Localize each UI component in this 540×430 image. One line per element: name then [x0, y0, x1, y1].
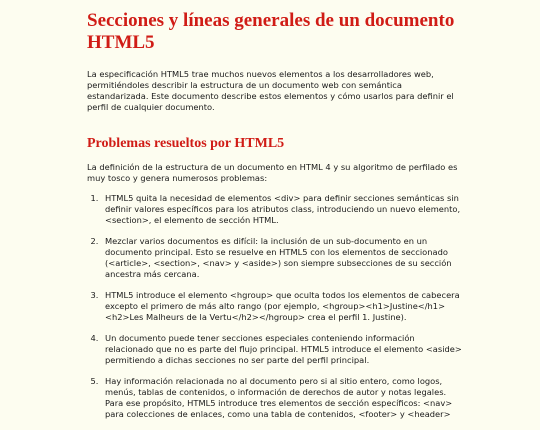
intro-paragraph: La especificación HTML5 trae muchos nuevos elementos a los desarrolladores web, permitiéndoles describir la estructura de un documento web con semántica estandarizada. Este documento describe estos elementos y cómo usarlos para definir el perfil de cualquier documento.	[87, 69, 454, 112]
list-item: 3. HTML5 introduce el elemento <hgroup> que oculta todos los elementos de cabecera excepto el primero de más alto rango (por ejemplo, <hgroup><h1>Justine</h1><h2>Les Malheurs de la Vertu</h2></hgroup> crea el perfil 1. Justine).	[101, 290, 462, 323]
page-title: Secciones y líneas generales de un documento HTML5	[87, 10, 455, 53]
list-item: 1. HTML5 quita la necesidad de elementos <div> para definir secciones semánticas sin definir valores específicos para los atributos class, introduciendo un nuevo elemento, <section>, el elemento de sección HTML.	[101, 193, 462, 226]
section-heading: Problemas resueltos por HTML5	[87, 136, 285, 151]
list-item: 2. Mezclar varios documentos es difícil: la inclusión de un sub-documento en un documento principal. Esto se resuelve en HTML5 con los elementos de seccionado (<article>, <section>, <nav> y <aside>) son siempre subsecciones de su sección ancestra más cercana.	[101, 236, 462, 280]
section-intro-paragraph: La definición de la estructura de un documento en HTML 4 y su algoritmo de perfilado es muy tosco y genera numerosos problemas:	[87, 162, 458, 183]
list-item: 4. Un documento puede tener secciones especiales conteniendo información relacionado que no es parte del flujo principal. HTML5 introduce el elemento <aside> permitiendo a dichas secciones no ser parte del perfil principal.	[101, 333, 462, 366]
list-item: 5. Hay información relacionada no al documento pero si al sitio entero, como logos, menús, tablas de contenidos, o información de derechos de autor y notas legales. Para ese propósito, HTML5 introduce tres elementos de sección específicos: <nav> para colecciones de enlaces, como una tabla de contenidos, <footer> y <header>	[101, 376, 462, 420]
problems-list	[87, 193, 462, 420]
document-page	[87, 10, 462, 430]
